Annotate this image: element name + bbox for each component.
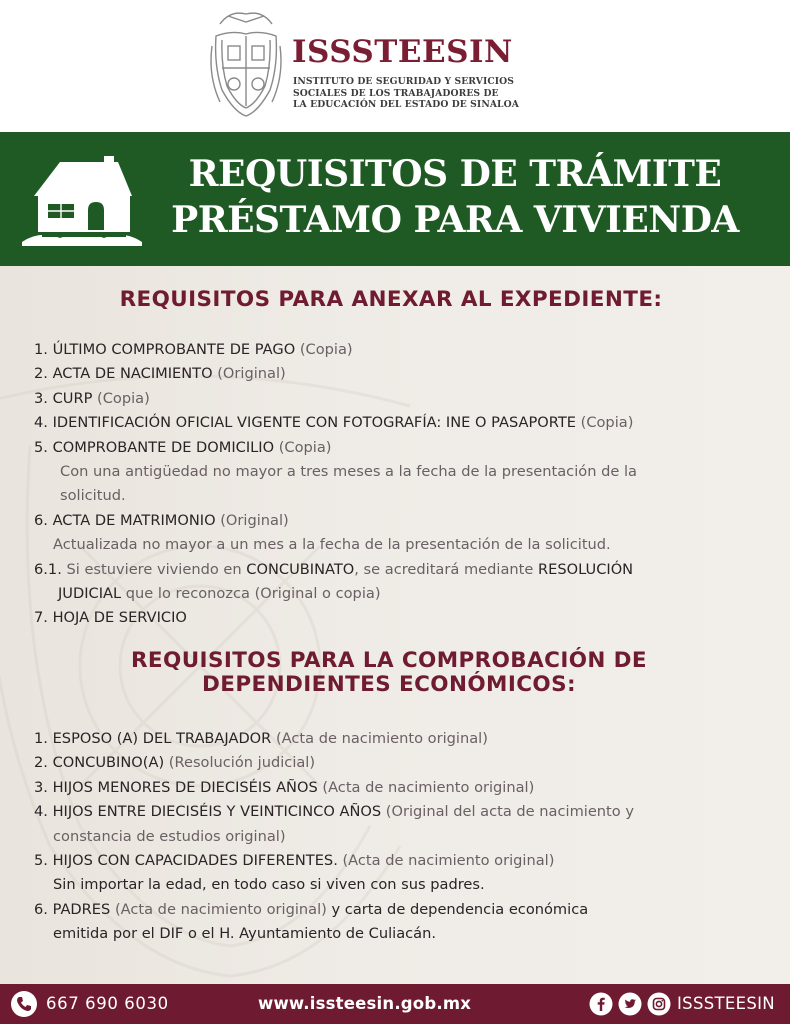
item-text-bold: JUDICIAL xyxy=(58,585,122,603)
social-handle[interactable]: ISSSTEESIN xyxy=(677,994,775,1013)
item-note: (Acta de nacimiento original) xyxy=(275,730,488,747)
item-note: (Copia) xyxy=(97,389,150,407)
org-subtitle xyxy=(293,76,553,111)
section2-title-line2: DEPENDIENTES ECONÓMICOS: xyxy=(202,672,576,697)
item-note: (Acta de nacimiento original) xyxy=(322,778,535,796)
item-text: , se acreditará mediante xyxy=(354,560,534,578)
footer xyxy=(0,984,790,1024)
phone-icon[interactable] xyxy=(10,990,38,1018)
org-subtitle-line: INSTITUTO DE SEGURIDAD Y SERVICIOS xyxy=(293,76,514,87)
list-item xyxy=(34,387,784,411)
item-number: 3. xyxy=(34,778,48,796)
item-detail: emitida por el DIF o el H. Ayuntamiento de Culiacán. xyxy=(53,925,436,943)
list-item xyxy=(34,411,784,435)
item-text: CURP xyxy=(52,389,93,407)
phone-number[interactable]: 667 690 6030 xyxy=(46,994,169,1013)
section1-title: REQUISITOS PARA ANEXAR AL EXPEDIENTE: xyxy=(119,287,663,312)
instagram-icon[interactable] xyxy=(647,992,671,1016)
item-number: 1. xyxy=(34,341,48,358)
item-note: (Copia) xyxy=(299,341,353,358)
website-link[interactable]: www.issteesin.gob.mx xyxy=(258,994,472,1013)
section1-list xyxy=(34,338,784,631)
facebook-icon[interactable] xyxy=(589,992,613,1016)
list-item xyxy=(34,509,784,533)
item-number: 6. xyxy=(34,900,48,918)
list-item xyxy=(34,849,784,873)
item-note: (Resolución judicial) xyxy=(168,754,316,772)
list-item xyxy=(34,606,784,630)
item-note: (Acta de nacimiento original) xyxy=(114,900,327,918)
item-note: (Original) xyxy=(220,511,289,529)
house-icon xyxy=(20,150,144,246)
item-text: HIJOS MENORES DE DIECISÉIS AÑOS xyxy=(52,778,318,796)
list-item xyxy=(34,800,784,824)
item-text: PADRES xyxy=(52,900,111,918)
banner-title-line1: REQUISITOS DE TRÁMITE xyxy=(188,153,722,195)
item-number: 4. xyxy=(34,803,48,821)
item-detail: solicitud. xyxy=(60,487,126,505)
item-text: ESPOSO (A) DEL TRABAJADOR xyxy=(52,730,272,747)
list-item-continuation xyxy=(34,582,784,606)
section2-title-line1: REQUISITOS PARA LA COMPROBACIÓN DE xyxy=(130,648,648,673)
org-subtitle-line: LA EDUCACIÓN DEL ESTADO DE SINALOA xyxy=(293,99,519,110)
item-text: HIJOS CON CAPACIDADES DIFERENTES. xyxy=(52,852,338,870)
state-seal-logo xyxy=(208,6,284,122)
list-item xyxy=(34,436,784,460)
item-text: COMPROBANTE DE DOMICILIO xyxy=(52,438,275,456)
org-subtitle-line: SOCIALES DE LOS TRABAJADORES DE xyxy=(293,87,499,99)
content-area xyxy=(0,266,790,984)
item-detail: Con una antigüedad no mayor a tres meses a la fecha de la presentación de la xyxy=(60,463,637,481)
item-note: (Copia) xyxy=(278,438,332,456)
item-number: 2. xyxy=(34,754,48,772)
list-item xyxy=(34,362,784,386)
item-detail: Sin importar la edad, en todo caso si viven con sus padres. xyxy=(53,876,485,894)
twitter-icon[interactable] xyxy=(618,992,642,1016)
item-number: 5. xyxy=(34,438,48,456)
item-number: 5. xyxy=(34,852,48,870)
item-number: 1. xyxy=(34,730,48,747)
item-note: (Original) xyxy=(217,365,286,383)
item-text: CONCUBINO(A) xyxy=(52,754,165,772)
list-item xyxy=(34,898,784,922)
org-name: ISSSTEESIN xyxy=(292,34,513,70)
item-text: ACTA DE NACIMIENTO xyxy=(52,365,213,383)
item-text: Si estuviere viviendo en xyxy=(66,560,242,578)
section2-list xyxy=(34,727,784,947)
list-item xyxy=(34,338,784,362)
item-note: (Acta de nacimiento original) xyxy=(342,852,555,870)
list-item xyxy=(34,727,784,751)
title-banner xyxy=(0,132,790,266)
item-text-bold: CONCUBINATO xyxy=(246,560,355,578)
list-item xyxy=(34,558,784,582)
item-text: ÚLTIMO COMPROBANTE DE PAGO xyxy=(52,341,296,358)
section2-title xyxy=(0,649,784,697)
item-detail: constancia de estudios original) xyxy=(53,827,286,845)
list-item xyxy=(34,776,784,800)
item-text: y carta de dependencia económica xyxy=(331,900,589,918)
item-note: (Original del acta de nacimiento y xyxy=(385,803,634,821)
item-number: 6. xyxy=(34,511,48,529)
item-note: (Copia) xyxy=(580,414,634,432)
item-number: 6.1. xyxy=(34,560,62,578)
banner-title-line2: PRÉSTAMO PARA VIVIENDA xyxy=(171,199,739,241)
item-note: (Original o copia) xyxy=(254,585,381,603)
header xyxy=(0,0,790,132)
item-text: HIJOS ENTRE DIECISÉIS Y VEINTICINCO AÑOS xyxy=(52,803,382,821)
item-text: IDENTIFICACIÓN OFICIAL VIGENTE CON FOTOGRAFÍA: INE O PASAPORTE xyxy=(52,414,576,432)
item-number: 4. xyxy=(34,414,48,432)
item-text-bold: RESOLUCIÓN xyxy=(538,560,634,578)
item-number: 3. xyxy=(34,389,48,407)
item-detail: Actualizada no mayor a un mes a la fecha de la presentación de la solicitud. xyxy=(53,536,611,554)
item-text: que lo reconozca xyxy=(125,585,250,603)
item-number: 2. xyxy=(34,365,48,383)
item-text: HOJA DE SERVICIO xyxy=(52,609,187,627)
item-text: ACTA DE MATRIMONIO xyxy=(52,511,216,529)
list-item xyxy=(34,751,784,775)
item-number: 7. xyxy=(34,609,48,627)
